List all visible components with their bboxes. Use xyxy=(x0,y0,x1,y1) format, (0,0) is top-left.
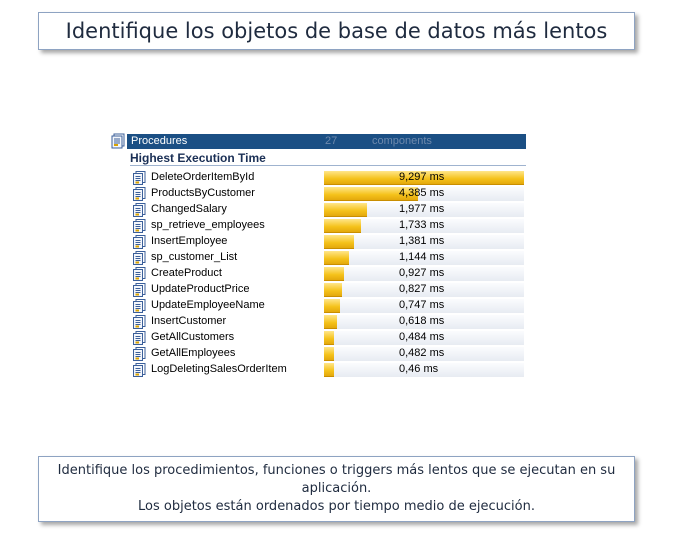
procedures-panel xyxy=(111,133,526,379)
execution-time-value: 1,381 ms xyxy=(399,235,445,247)
stored-procedure-icon xyxy=(133,283,146,297)
execution-time-value: 1,733 ms xyxy=(399,219,445,231)
description-line-2: Los objetos están ordenados por tiempo medio de ejecución. xyxy=(138,499,535,514)
description-line-1: Identifique los procedimientos, funciones o triggers más lentos que se ejecutan en su aplicación. xyxy=(57,463,616,496)
execution-time-bar xyxy=(324,203,367,217)
execution-time-value: 1,977 ms xyxy=(399,203,445,215)
procedure-row[interactable] xyxy=(111,266,526,282)
procedure-row[interactable] xyxy=(111,362,526,378)
execution-time-bar xyxy=(324,235,354,249)
procedure-name: UpdateEmployeeName xyxy=(151,299,265,311)
execution-time-bar xyxy=(324,299,340,313)
stored-procedure-icon xyxy=(133,299,146,313)
procedure-row[interactable] xyxy=(111,250,526,266)
procedures-header[interactable] xyxy=(111,133,526,149)
execution-time-value: 0,618 ms xyxy=(399,315,445,327)
procedure-row[interactable] xyxy=(111,282,526,298)
execution-time-bar xyxy=(324,363,334,377)
procedure-name: UpdateProductPrice xyxy=(151,283,250,295)
stored-procedure-icon xyxy=(133,251,146,265)
procedure-name: LogDeletingSalesOrderItem xyxy=(151,363,287,375)
procedure-name: CreateProduct xyxy=(151,267,222,279)
execution-time-bar xyxy=(324,283,342,297)
execution-time-value: 0,927 ms xyxy=(399,267,445,279)
components-count: 27 xyxy=(325,135,338,147)
procedure-row[interactable] xyxy=(111,346,526,362)
execution-time-bar xyxy=(324,251,349,265)
procedure-row[interactable] xyxy=(111,218,526,234)
execution-time-bar xyxy=(324,347,334,361)
execution-time-bar xyxy=(324,331,334,345)
execution-time-value: 0,484 ms xyxy=(399,331,445,343)
procedures-header-bar xyxy=(127,134,526,149)
procedure-name: ProductsByCustomer xyxy=(151,187,255,199)
stored-procedure-icon xyxy=(133,315,146,329)
execution-time-bar xyxy=(324,267,344,281)
stored-procedure-icon xyxy=(133,187,146,201)
execution-time-value: 0,747 ms xyxy=(399,299,445,311)
execution-time-value: 0,482 ms xyxy=(399,347,445,359)
stored-procedure-icon xyxy=(133,235,146,249)
procedure-name: sp_customer_List xyxy=(151,251,238,263)
procedure-row[interactable] xyxy=(111,234,526,250)
procedure-row[interactable] xyxy=(111,170,526,186)
procedure-name: ChangedSalary xyxy=(151,203,227,215)
stored-procedure-icon xyxy=(111,133,126,149)
procedure-row[interactable] xyxy=(111,298,526,314)
stored-procedure-icon xyxy=(133,203,146,217)
procedure-name: GetAllCustomers xyxy=(151,331,235,343)
section-divider xyxy=(130,165,526,166)
section-title: Highest Execution Time xyxy=(130,151,266,165)
execution-time-value: 9,297 ms xyxy=(399,171,445,183)
stored-procedure-icon xyxy=(133,267,146,281)
execution-time-bar xyxy=(324,219,361,233)
procedure-row[interactable] xyxy=(111,202,526,218)
procedure-name: sp_retrieve_employees xyxy=(151,219,265,231)
stored-procedure-icon xyxy=(133,171,146,185)
execution-time-value: 0,46 ms xyxy=(399,363,439,375)
stored-procedure-icon xyxy=(133,363,146,377)
procedure-row[interactable] xyxy=(111,314,526,330)
slide-title: Identifique los objetos de base de datos más lentos xyxy=(38,12,635,50)
procedure-name: DeleteOrderItemById xyxy=(151,171,255,183)
stored-procedure-icon xyxy=(133,219,146,233)
procedures-header-title: Procedures xyxy=(131,135,188,147)
components-label: components xyxy=(372,135,432,147)
procedure-name: GetAllEmployees xyxy=(151,347,236,359)
execution-time-value: 0,827 ms xyxy=(399,283,445,295)
stored-procedure-icon xyxy=(133,347,146,361)
execution-time-value: 1,144 ms xyxy=(399,251,445,263)
procedure-row[interactable] xyxy=(111,330,526,346)
procedure-name: InsertEmployee xyxy=(151,235,228,247)
stored-procedure-icon xyxy=(133,331,146,345)
procedure-name: InsertCustomer xyxy=(151,315,227,327)
execution-time-value: 4,385 ms xyxy=(399,187,445,199)
execution-time-bar xyxy=(324,315,337,329)
description-box xyxy=(38,456,635,522)
procedure-row[interactable] xyxy=(111,186,526,202)
